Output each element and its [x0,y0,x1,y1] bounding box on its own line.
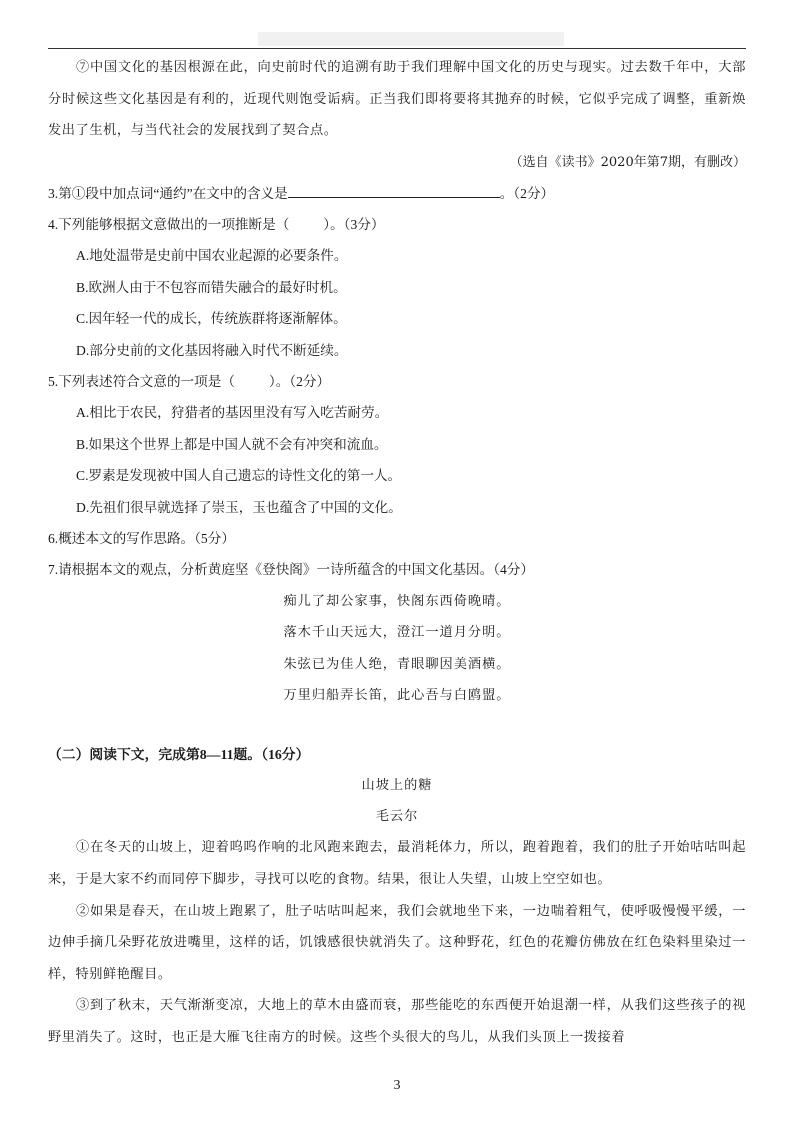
passage-title: 山坡上的糖 [361,778,433,794]
page-content [48,52,746,1054]
header-watermark-strip [258,32,564,46]
question-5-stem-prefix: 5.下列表述符合文意的一项是（ [48,373,235,389]
answer-blank[interactable] [288,183,500,198]
question-3-suffix: 。（2分） [499,185,555,201]
question-4-stem-prefix: 4.下列能够根据文意做出的一项推断是（ [48,216,290,232]
question-4-option-b: B.欧洲人由于不包容而错失融合的最好时机。 [76,279,347,295]
article-source: （选自《读书》2020年第7期，有删改） [509,154,746,170]
question-3-prefix: 3.第①段中加点词“通约”在文中的含义是 [48,185,288,201]
question-5-option-d: D.先祖们很早就选择了崇玉，玉也蕴含了中国的文化。 [76,499,402,515]
question-4-stem-suffix: ）。（3分） [323,216,385,232]
poem-line: 万里归船弄长笛，此心吾与白鸥盟。 [283,688,511,703]
question-5-stem-suffix: ）。（2分） [268,373,331,389]
question-4-option-a: A.地处温带是史前中国农业起源的必要条件。 [76,248,348,264]
passage-author: 毛云尔 [375,809,419,825]
question-5 [48,366,746,397]
article-paragraph-7: ⑦中国文化的基因根源在此，向史前时代的追溯有助于我们理解中国文化的历史与现实。过去数千年中，大部分时候这些文化基因是有利的，近现代则饱受诟病。正当我们即将要将其抛弃的时候，它似乎完成了调整，重新焕发出了生机，与当代社会的发展找到了契合点。 [48,60,746,138]
passage-paragraph-3: ③到了秋末，天气渐渐变凉，大地上的草木由盛而衰，那些能吃的东西便开始退潮一样，从我们这些孩子的视野里消失了。这时，也正是大雁飞往南方的时候。这些个头很大的鸟儿，从我们头顶上一拨接着 [48,998,746,1045]
header-rule [48,48,746,49]
poem [48,586,746,712]
question-7: 7.请根据本文的观点，分析黄庭坚《登快阁》一诗所蕴含的中国文化基因。（4分） [48,562,534,578]
passage-paragraph-1: ①在冬天的山坡上，迎着呜呜作响的北风跑来跑去，最消耗体力，所以，跑着跑着，我们的肚子开始咕咕叫起来，于是大家不约而同停下脚步，寻找可以吃的食物。结果，很让人失望，山坡上空空如也。 [48,840,746,887]
poem-line: 朱弦已为佳人绝，青眼聊因美酒横。 [283,656,511,672]
poem-line: 痴儿了却公家事，快阁东西倚晚晴。 [283,593,511,609]
passage-paragraph-2: ②如果是春天，在山坡上跑累了，肚子咕咕叫起来，我们会就地坐下来，一边喘着粗气，使呼吸慢慢平缓，一边伸手摘几朵野花放进嘴里，这样的话，饥饿感很快就消失了。这种野花，红色的花瓣仿佛放在红色染料里染过一样，特别鲜艳醒目。 [48,903,746,982]
question-5-option-a: A.相比于农民，狩猎者的基因里没有写入吃苦耐劳。 [76,405,389,421]
question-5-option-c: C.罗素是发现被中国人自己遗忘的诗性文化的第一人。 [76,468,402,484]
question-4 [48,209,746,240]
question-4-option-d: D.部分史前的文化基因将融入时代不断延续。 [76,342,348,358]
question-4-option-c: C.因年轻一代的成长，传统族群将逐渐解体。 [76,311,347,327]
question-5-option-b: B.如果这个世界上都是中国人就不会有冲突和流血。 [76,436,388,452]
question-3 [48,178,746,209]
page-number: 3 [393,1078,401,1093]
section-2-heading: （二）阅读下文，完成第8—11题。（16分） [48,747,310,763]
question-6: 6.概述本文的写作思路。（5分） [48,530,235,546]
poem-line: 落木千山天远大，澄江一道月分明。 [283,625,511,641]
